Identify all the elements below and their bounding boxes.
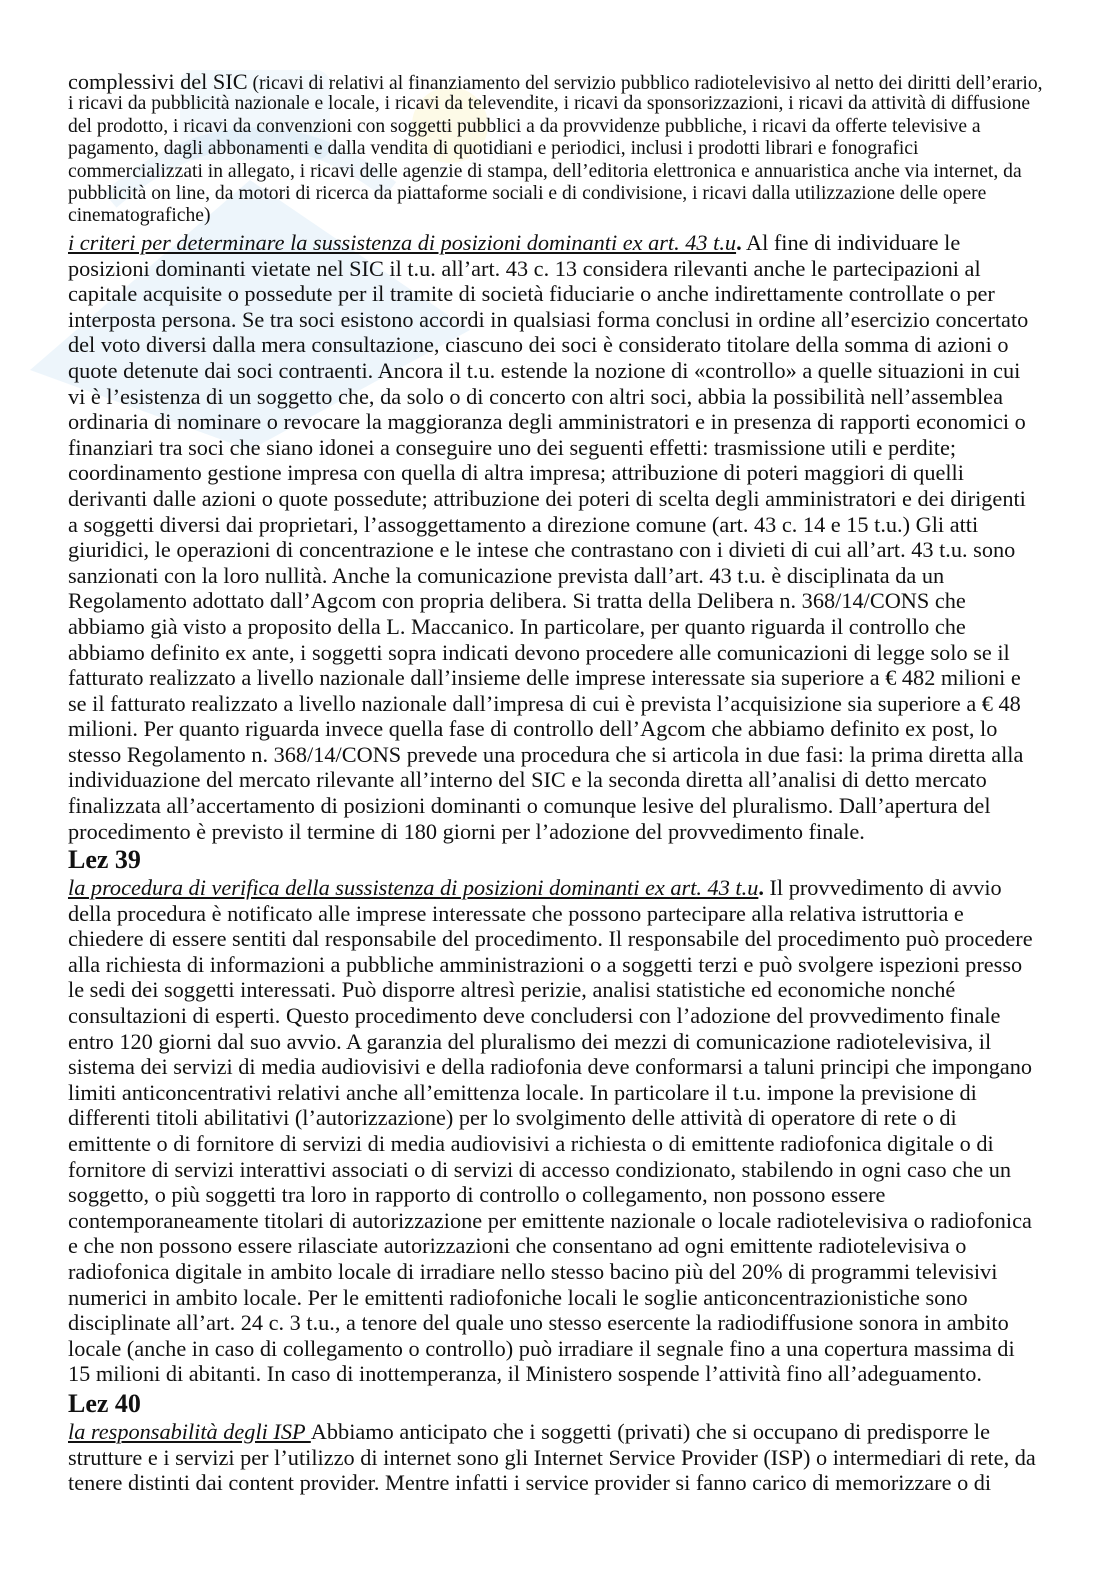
topic-dot: . xyxy=(758,875,764,900)
section-topic: i criteri per determinare la sussistenza di posizioni dominanti ex art. 43 t.u xyxy=(68,230,737,255)
text-line: limiti anticoncentrativi relativi anche all’emittenza locale. In particolare il t.u. impone la previsione di xyxy=(68,1079,977,1105)
text-line: consultazioni di esperti. Questo procedimento deve concludersi con l’adozione del provvedimento finale xyxy=(68,1002,1001,1028)
text-line: procedimento è previsto il termine di 180 giorni per l’adozione del provvedimento finale. xyxy=(68,818,865,844)
intro-note-lines xyxy=(68,93,1043,227)
lesson-40-heading-block xyxy=(68,1389,141,1419)
section-topic: la procedura di verifica della sussistenza di posizioni dominanti ex art. 43 t.u xyxy=(68,875,759,900)
text-line: derivanti dalle azioni o quote possedute; attribuzione dei poteri di scelta degli amministratori e dei dirigenti xyxy=(68,485,1026,511)
text-line: giuridici, le operazioni di concentrazione e le intese che contrastano con i divieti di cui all’art. 43 t.u. sono xyxy=(68,537,1016,563)
text-line: finanziari tra soci che siano idonei a conseguire uno dei seguenti effetti: trasmissione utili e perdite; xyxy=(68,434,957,460)
section-criteri xyxy=(68,230,1028,844)
text-line: soggetto, o più soggetti tra loro in rapporto di controllo o collegamento, non possono essere xyxy=(68,1182,886,1208)
text-line: radiofonica digitale in ambito locale di irradiare nello stesso bacino più del 20% di programmi televisivi xyxy=(68,1258,998,1284)
text-line: vi è l’esistenza di un soggetto che, da solo o di concerto con altri soci, abbia la possibilità nell’assemblea xyxy=(68,383,1003,409)
intro-lead: complessivi del SIC xyxy=(68,69,248,94)
text-line: individuazione del mercato rilevante all’interno del SIC e la seconda diretta all’analisi di detto mercato xyxy=(68,767,987,793)
text-line: disciplinate all’art. 24 c. 3 t.u., a tenore del quale uno stesso esercente la radiodiffusione sonora in ambito xyxy=(68,1310,1009,1336)
text-line: e che non possono essere rilasciate autorizzazioni che consentano ad ogni emittente radiotelevisiva o xyxy=(68,1233,967,1259)
intro-note: (ricavi di relativi al finanziamento del servizio pubblico radiotelevisivo al netto dei diritti dell’erario, xyxy=(247,73,1043,94)
section-lez40-lines xyxy=(68,1445,1036,1496)
text-line: abbiamo definito ex ante, i soggetti sopra indicati devono procedere alle comunicazioni di legge solo se il xyxy=(68,639,1010,665)
text-line: le sedi dei soggetti interessati. Può disporre altresì perizie, analisi statistiche ed economiche nonché xyxy=(68,977,956,1003)
text-line: del prodotto, i ricavi da convenzioni con soggetti pubblici a da provvidenze pubbliche, i ricavi da offerte televisive a xyxy=(68,115,981,137)
text-line: i ricavi da pubblicità nazionale e locale, i ricavi da televendite, i ricavi da sponsorizzazioni, i ricavi da attività di diffusione xyxy=(68,93,1031,115)
lesson-39-heading-block xyxy=(68,845,141,875)
text-line: tenere distinti dai content provider. Mentre infatti i service provider si fanno carico di memorizzare o di xyxy=(68,1470,992,1496)
text-line: entro 120 giorni dal suo avvio. A garanzia del pluralismo dei mezzi di comunicazione radiotelevisiva, il xyxy=(68,1028,992,1054)
section-topic: la responsabilità degli ISP xyxy=(68,1419,311,1444)
first-line-rest: Al fine di individuare le xyxy=(741,230,961,255)
text-line xyxy=(68,1419,1036,1445)
text-line: ordinaria di nominare o revocare la maggioranza degli amministratori e in presenza di rapporti economici o xyxy=(68,409,1026,435)
text-line: interposta persona. Se tra soci esistono accordi in qualsiasi forma conclusi in ordine all’esercizio concertato xyxy=(68,306,1029,332)
text-line: quote detenute dai soci contraenti. Ancora il t.u. estende la nozione di «controllo» a quelle situazioni in cui xyxy=(68,357,1021,383)
text-line: sistema dei servizi di media audiovisivi e della radiofonia deve conformarsi a taluni principi che impongano xyxy=(68,1054,1033,1080)
text-line: cinematografiche) xyxy=(68,205,211,227)
text-line: emittente o di fornitore di servizi di media audiovisivi a richiesta o di emittente radiofonica digitale o di xyxy=(68,1130,994,1156)
text-line: commercializzati in allegato, i ricavi delle agenzie di stampa, dell’editoria elettronica e annuaristica anche via internet, da xyxy=(68,160,1022,182)
intro-paragraph xyxy=(68,71,1043,228)
text-line: posizioni dominanti vietate nel SIC il t.u. all’art. 43 c. 13 considera rilevanti anche le partecipazioni al xyxy=(68,255,981,281)
text-line: pubblicità on line, da motori di ricerca da piattaforme sociali e di condivisione, i ricavi dalla utilizzazione delle opere xyxy=(68,182,987,204)
text-line: fatturato realizzato a livello nazionale dall’insieme delle imprese interessate sia superiore a € 482 milioni e xyxy=(68,665,1021,691)
text-line: locale (anche in caso di collegamento o controllo) può irradiare il segnale fino a una copertura massima di xyxy=(68,1335,1015,1361)
text-line: se il fatturato realizzato a livello nazionale dall’impresa di cui è prevista l’acquisizione sia superiore a € 48 xyxy=(68,690,1021,716)
text-line: contemporaneamente titolari di autorizzazione per emittente nazionale o locale radiotelevisiva o radiofonica xyxy=(68,1207,1032,1233)
text-line xyxy=(68,71,1043,93)
text-line: numerici in ambito locale. Per le emittenti radiofoniche locali le soglie anticoncentrazionistiche sono xyxy=(68,1284,968,1310)
text-line xyxy=(68,230,1028,256)
text-line: del voto diversi dalla mera consultazione, ciascuno dei soci è considerato titolare della somma di azioni o xyxy=(68,332,1009,358)
text-line: Regolamento adottato dall’Agcom con propria delibera. Si tratta della Delibera n. 368/14/CONS che xyxy=(68,588,966,614)
section-lez39 xyxy=(68,875,1033,1387)
text-line: sanzionati con la loro nullità. Anche la comunicazione prevista dall’art. 43 t.u. è disciplinata da un xyxy=(68,562,945,588)
text-line: finalizzata all’accertamento di posizioni dominanti o comunque lesive del pluralismo. Dall’apertura del xyxy=(68,793,991,819)
first-line-rest: Il provvedimento di avvio xyxy=(763,875,1002,900)
text-line: milioni. Per quanto riguarda invece quella fase di controllo dell’Agcom che abbiamo definito ex post, lo xyxy=(68,716,998,742)
text-line xyxy=(68,875,1033,901)
text-line: differenti titoli abilitativi (l’autorizzazione) per lo svolgimento delle attività di operatore di rete o di xyxy=(68,1105,957,1131)
topic-dot: . xyxy=(736,230,742,255)
text-line: stesso Regolamento n. 368/14/CONS prevede una procedura che si articola in due fasi: la prima diretta alla xyxy=(68,741,1024,767)
section-criteri-lines xyxy=(68,256,1028,845)
text-line: capitale acquisite o possedute per il tramite di società fiduciarie o anche indirettamente controllate o per xyxy=(68,281,995,307)
text-line: coordinamento gestione impresa con quella di altra impresa; attribuzione di poteri maggiori di quelli xyxy=(68,460,964,486)
text-line: della procedura è notificato alle imprese interessate che possono partecipare alla relativa istruttoria e xyxy=(68,900,964,926)
first-line-rest: Abbiamo anticipato che i soggetti (privati) che si occupano di predisporre le xyxy=(310,1419,991,1444)
text-line: alla richiesta di informazioni a pubbliche amministrazioni o a soggetti terzi e può svolgere ispezioni presso xyxy=(68,951,1023,977)
text-line: a soggetti diversi dai proprietari, l’assoggettamento a direzione comune (art. 43 c. 14 e 15 t.u.) Gli atti xyxy=(68,511,979,537)
lesson-heading: Lez 40 xyxy=(68,1389,141,1418)
text-line: strutture e i servizi per l’utilizzo di internet sono gli Internet Service Provider (ISP) o intermediari di rete, da xyxy=(68,1444,1036,1470)
text-line: pagamento, dagli abbonamenti e dalla vendita di quotidiani e periodici, inclusi i prodotti librari e fonografici xyxy=(68,138,919,160)
text-line: fornitore di servizi interattivi associati o di servizi di accesso condizionato, stabilendo in ogni caso che un xyxy=(68,1156,1012,1182)
lesson-heading: Lez 39 xyxy=(68,845,141,874)
text-line: chiedere di essere sentiti dal responsabile del procedimento. Il responsabile del procedimento può procedere xyxy=(68,926,1033,952)
text-line: 15 milioni di abitanti. In caso di inottemperanza, il Ministero sospende l’attività fino all’adeguamento. xyxy=(68,1361,982,1387)
text-line: abbiamo già visto a proposito della L. Maccanico. In particolare, per quanto riguarda il controllo che xyxy=(68,613,966,639)
section-lez39-lines xyxy=(68,901,1033,1387)
section-lez40 xyxy=(68,1419,1036,1496)
